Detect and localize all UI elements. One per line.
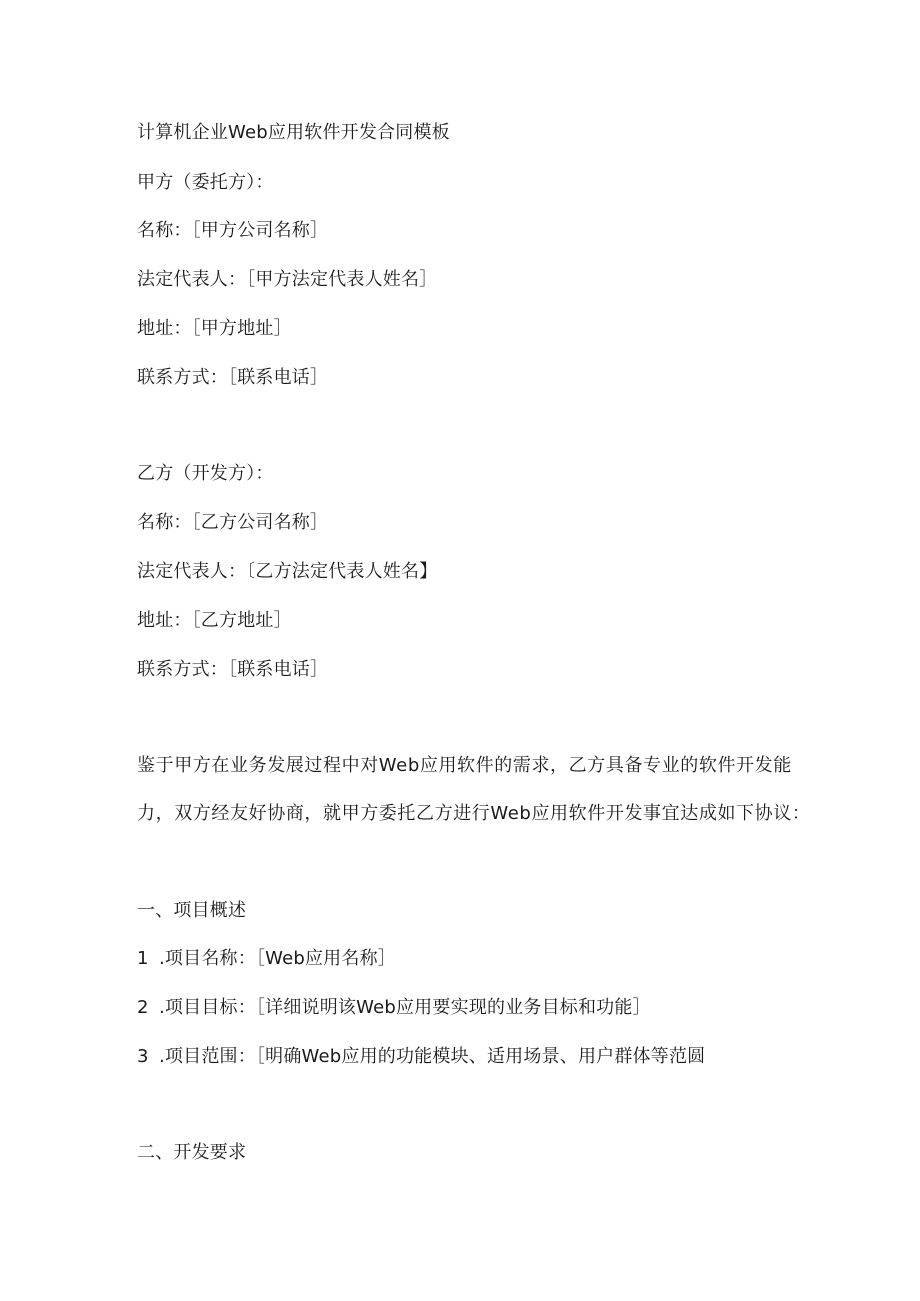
item-text: .项目范围：［明确Web应用的功能模块、适用场景、用户群体等范圆 — [159, 1046, 706, 1067]
preamble-line-2: 力，双方经友好协商，就甲方委托乙方进行Web应用软件开发事宜达成如下协议： — [137, 803, 811, 824]
party-a-representative: 法定代表人：［甲方法定代表人姓名］ — [137, 269, 438, 290]
preamble-line-1: 鉴于甲方在业务发展过程中对Web应用软件的需求，乙方具备专业的软件开发能 — [137, 755, 792, 776]
section-1-item — [137, 1045, 705, 1069]
party-a-address: 地址：［甲方地址］ — [137, 318, 292, 339]
section-1-item — [137, 996, 651, 1020]
item-number: 3 — [137, 1046, 149, 1067]
item-number: 2 — [137, 997, 149, 1018]
item-text: .项目目标：［详细说明该Web应用要实现的业务目标和功能］ — [159, 997, 651, 1018]
section-2-heading: 二、开发要求 — [137, 1142, 247, 1163]
item-number: 1 — [137, 948, 149, 969]
party-a-name: 名称：［甲方公司名称］ — [137, 220, 329, 241]
document-title: 计算机企业Web应用软件开发合同模板 — [137, 122, 450, 143]
item-text: .项目名称：［Web应用名称］ — [159, 948, 396, 969]
party-b-heading: 乙方（开发方）： — [137, 463, 274, 484]
party-a-heading: 甲方（委托方）： — [137, 172, 274, 193]
section-1-heading: 一、项目概述 — [137, 900, 247, 921]
party-a-contact: 联系方式：［联系电话］ — [137, 367, 329, 388]
party-b-contact: 联系方式：［联系电话］ — [137, 659, 329, 680]
party-b-name: 名称：［乙方公司名称］ — [137, 512, 329, 533]
party-b-address: 地址：［乙方地址］ — [137, 610, 292, 631]
party-b-representative: 法定代表人：〔乙方法定代表人姓名】 — [137, 561, 438, 582]
section-1-item — [137, 947, 396, 971]
